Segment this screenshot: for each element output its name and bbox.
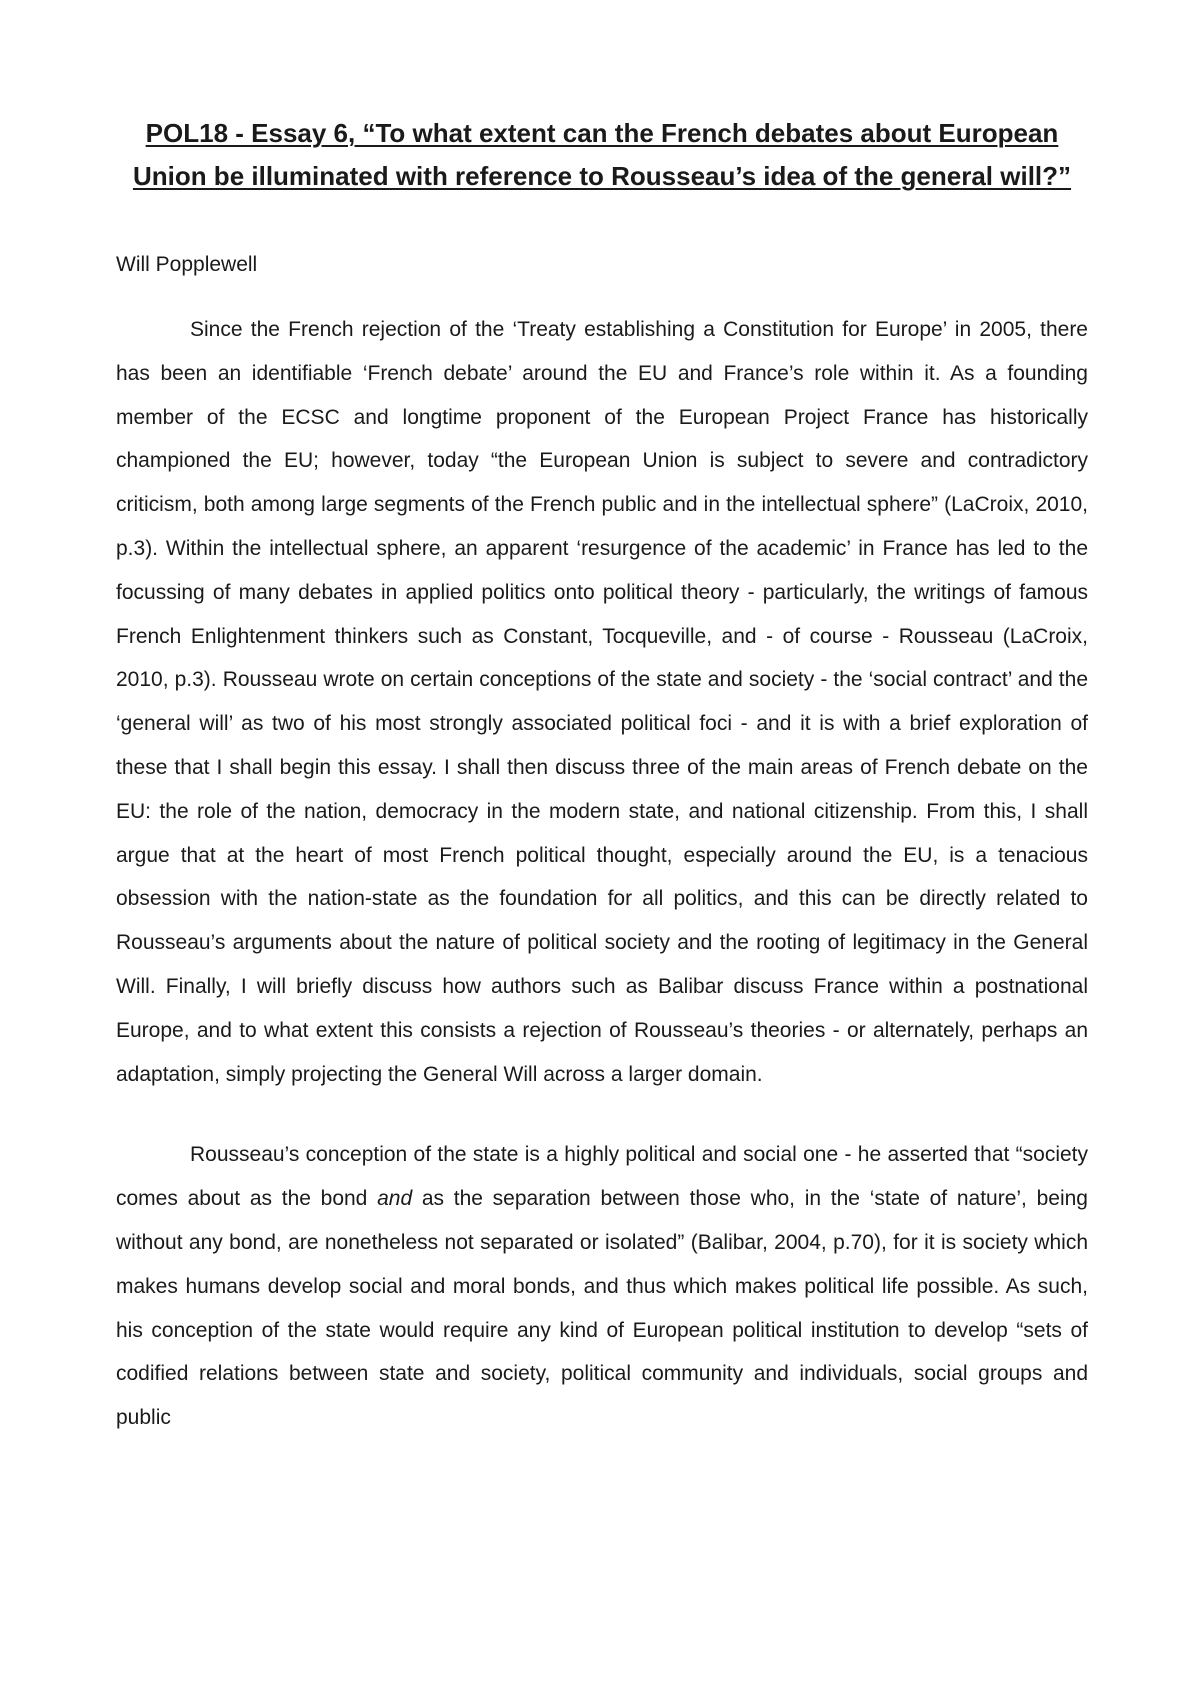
author-name: Will Popplewell <box>116 253 258 276</box>
body-paragraph-2 <box>116 1133 1088 1440</box>
paragraph-2-italic-word: and <box>377 1187 413 1211</box>
paragraph-2-text-end: as the separation between those who, in the ‘state of nature’, being without any bond, are nonetheless not separated or isolated” (Balibar, 2004, p.70), for it is society which makes humans develop social and moral bonds, and thus which makes political life possible. As such, his conception of the state would require any kind of European political institution to develop “sets of codified relations between state and society, political community and individuals, social groups and public <box>116 1187 1088 1430</box>
document-page <box>116 112 1088 1440</box>
paragraph-2-text-start: Rousseau’s conception of the state is a highly political and social one - he asserted that “society comes about as the bond <box>116 1143 1088 1211</box>
body-paragraph-1: Since the French rejection of the ‘Treaty establishing a Constitution for Europe’ in 2005, there has been an identifiable ‘French debate’ around the EU and France’s role within it. As a founding member of the ECSC and longtime proponent of the European Project France has historically championed the EU; however, today “the European Union is subject to severe and contradictory criticism, both among large segments of the French public and in the intellectual sphere” (LaCroix, 2010, p.3). Within the intellectual sphere, an apparent ‘resurgence of the academic’ in France has led to the focussing of many debates in applied politics onto political theory - particularly, the writings of famous French Enlightenment thinkers such as Constant, Tocqueville, and - of course - Rousseau (LaCroix, 2010, p.3). Rousseau wrote on certain conceptions of the state and society - the ‘social contract’ and the ‘general will’ as two of his most strongly associated political foci - and it is with a brief exploration of these that I shall begin this essay. I shall then discuss three of the main areas of French debate on the EU: the role of the nation, democracy in the modern state, and national citizenship. From this, I shall argue that at the heart of most French political thought, especially around the EU, is a tenacious obsession with the nation-state as the foundation for all politics, and this can be directly related to Rousseau’s arguments about the nature of political society and the rooting of legitimacy in the General Will. Finally, I will briefly discuss how authors such as Balibar discuss France within a postnational Europe, and to what extent this consists a rejection of Rousseau’s theories - or alternately, perhaps an adaptation, simply projecting the General Will across a larger domain. <box>116 318 1088 1086</box>
essay-title: POL18 - Essay 6, “To what extent can the French debates about European Union be illuminated with reference to Rousseau’s idea of the general will?” <box>132 118 1072 191</box>
